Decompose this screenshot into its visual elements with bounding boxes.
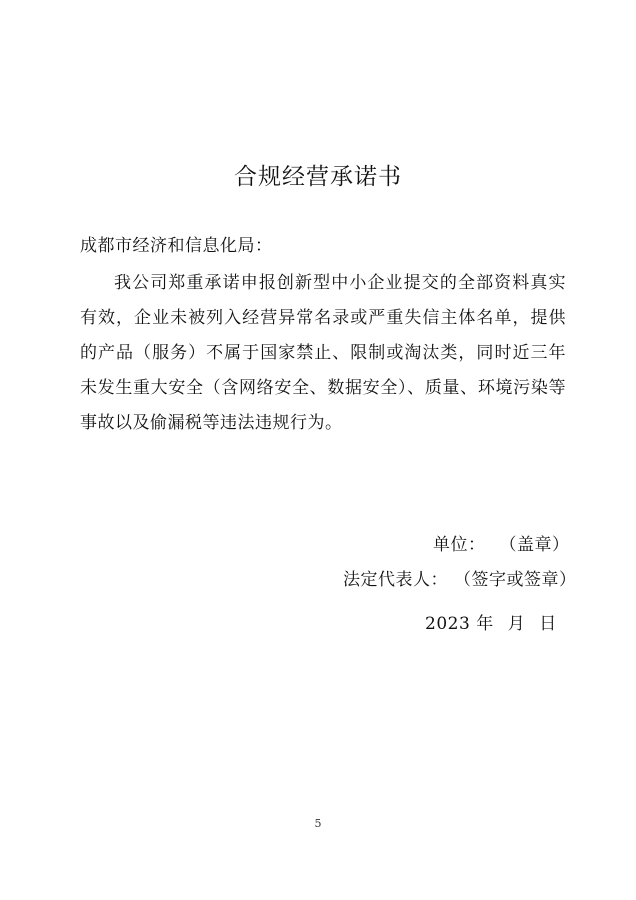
commitment-body: 我公司郑重承诺申报创新型中小企业提交的全部资料真实有效，企业未被列入经营异常名录或严重失信主体名单，提供的产品（服务）不属于国家禁止、限制或淘汰类，同时近三年未发生重大安全（含网络安全、数据安全）、质量、环境污染等事故以及偷漏税等违法违规行为。 — [80, 273, 566, 433]
unit-seal-note: （盖章） — [499, 535, 570, 555]
representative-label: 法定代表人： — [343, 570, 448, 590]
representative-signature-line — [343, 566, 577, 594]
unit-label: 单位： — [433, 535, 486, 555]
date-line — [425, 610, 557, 638]
addressee: 成都市经济和信息化局： — [80, 236, 273, 256]
date-year-suffix: 年 — [476, 614, 494, 634]
date-month: 月 — [507, 614, 526, 634]
representative-sign-note: （签字或签章） — [454, 570, 577, 590]
document-title: 合规经营承诺书 — [234, 164, 402, 190]
page-number: 5 — [314, 817, 322, 830]
unit-signature-line — [433, 531, 570, 559]
date-year: 2023 — [425, 614, 471, 634]
date-day: 日 — [539, 614, 557, 634]
